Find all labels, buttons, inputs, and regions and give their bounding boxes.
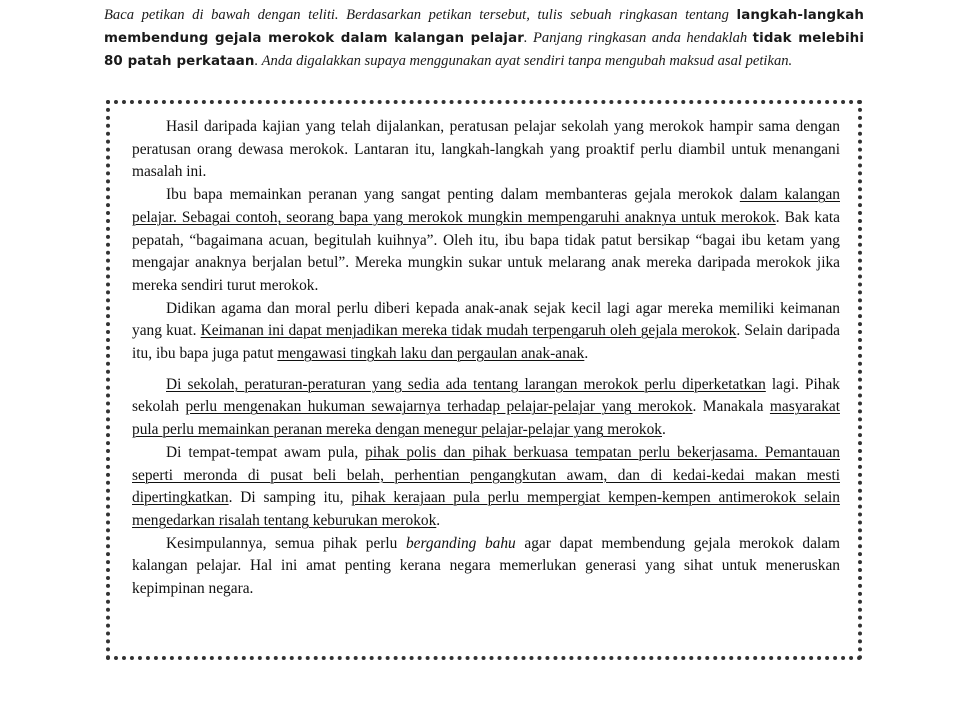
p4-underlined-point-1: Di sekolah, peraturan-peraturan yang sedia ada tentang larangan merokok perlu diperketatkan xyxy=(166,375,766,393)
instruction-part-3: . Anda digalakkan supaya menggunakan ayat sendiri tanpa mengubah maksud asal petikan. xyxy=(254,53,793,69)
paragraph-4 xyxy=(132,374,840,442)
p4-underlined-point-3: masyarakat pula perlu memainkan peranan mereka dengan menegur pelajar-pelajar yang merokok xyxy=(132,398,840,439)
instruction-text xyxy=(104,4,864,73)
paragraph-2 xyxy=(132,184,840,298)
p5-text-b: . Di samping itu, xyxy=(228,489,352,507)
p6-italic-phrase: berganding bahu xyxy=(405,534,516,552)
p5-underlined-point-1: pihak polis dan pihak berkuasa tempatan perlu bekerjasama. Pemantauan seperti meronda di pusat beli belah, perhentian pengangkutan awam, dan di kedai-kedai makan mesti dipertingkatkan xyxy=(132,443,840,507)
p3-text-b: . Selain daripada itu, ibu bapa juga patut xyxy=(132,322,840,363)
paragraph-1 xyxy=(132,116,840,184)
instruction-part-1: Baca petikan di bawah dengan teliti. Berdasarkan petikan tersebut, tulis sebuah ringkasan tentang xyxy=(104,7,737,23)
p3-text-c: . xyxy=(584,345,589,363)
instruction-bold-word-limit: tidak melebihi 80 patah perkataan xyxy=(104,31,865,69)
instruction-part-2: . Panjang ringkasan anda hendaklah xyxy=(523,30,753,46)
p3-text-a: Didikan agama dan moral perlu diberi kepada anak-anak sejak kecil lagi agar mereka memiliki keimanan yang kuat. xyxy=(132,299,840,340)
p4-underlined-point-2: perlu mengenakan hukuman sewajarnya terhadap pelajar-pelajar yang merokok xyxy=(185,398,693,416)
document-page xyxy=(92,0,882,690)
p6-text-a: Kesimpulannya, semua pihak perlu xyxy=(166,534,406,552)
paragraph-6 xyxy=(132,533,840,601)
passage-border-box xyxy=(106,100,862,660)
p2-text-b: . Bak kata pepatah, “bagaimana acuan, begitulah kuihnya”. Oleh itu, ibu bapa tidak patut bersikap “bagai ibu ketam yang mengajar anaknya berjalan betul”. Mereka mungkin sukar untuk melarang anak mereka daripada merokok jika mereka sendiri turut merokok. xyxy=(132,208,841,294)
p4-text-c: . xyxy=(662,421,666,439)
p6-text-b: agar dapat membendung gejala merokok dalam kalangan pelajar. Hal ini amat penting kerana negara memerlukan generasi yang sihat untuk meneruskan kepimpinan negara. xyxy=(132,534,840,598)
passage-text xyxy=(132,116,840,601)
paragraph-5 xyxy=(132,442,840,533)
p5-text-a: Di tempat-tempat awam pula, xyxy=(166,443,366,461)
p4-text-a: lagi. Pihak sekolah xyxy=(132,375,840,416)
p3-underlined-point-2: mengawasi tingkah laku dan pergaulan anak-anak xyxy=(277,345,585,363)
p3-underlined-point-1: Keimanan ini dapat menjadikan mereka tidak mudah terpengaruh oleh gejala merokok xyxy=(200,322,737,340)
p2-underlined-point-1: dalam kalangan pelajar. Sebagai contoh, seorang bapa yang merokok mungkin mempengaruhi anaknya untuk merokok xyxy=(132,186,840,226)
p4-text-b: . Manakala xyxy=(692,398,770,416)
p1-text: Hasil daripada kajian yang telah dijalankan, peratusan pelajar sekolah yang merokok hampir sama dengan peratusan orang dewasa merokok. Lantaran itu, langkah-langkah yang proaktif perlu diambil untuk menangani masalah ini. xyxy=(132,118,840,181)
paragraph-3 xyxy=(132,298,840,366)
instruction-bold-topic: langkah-langkah membendung gejala merokok dalam kalangan pelajar xyxy=(104,8,864,46)
p2-text-a: Ibu bapa memainkan peranan yang sangat penting dalam membanteras gejala merokok xyxy=(166,186,740,204)
p5-underlined-point-2: pihak kerajaan pula perlu mempergiat kempen-kempen antimerokok selain mengedarkan risalah tentang keburukan merokok xyxy=(132,489,840,529)
p5-text-c: . xyxy=(436,511,441,529)
